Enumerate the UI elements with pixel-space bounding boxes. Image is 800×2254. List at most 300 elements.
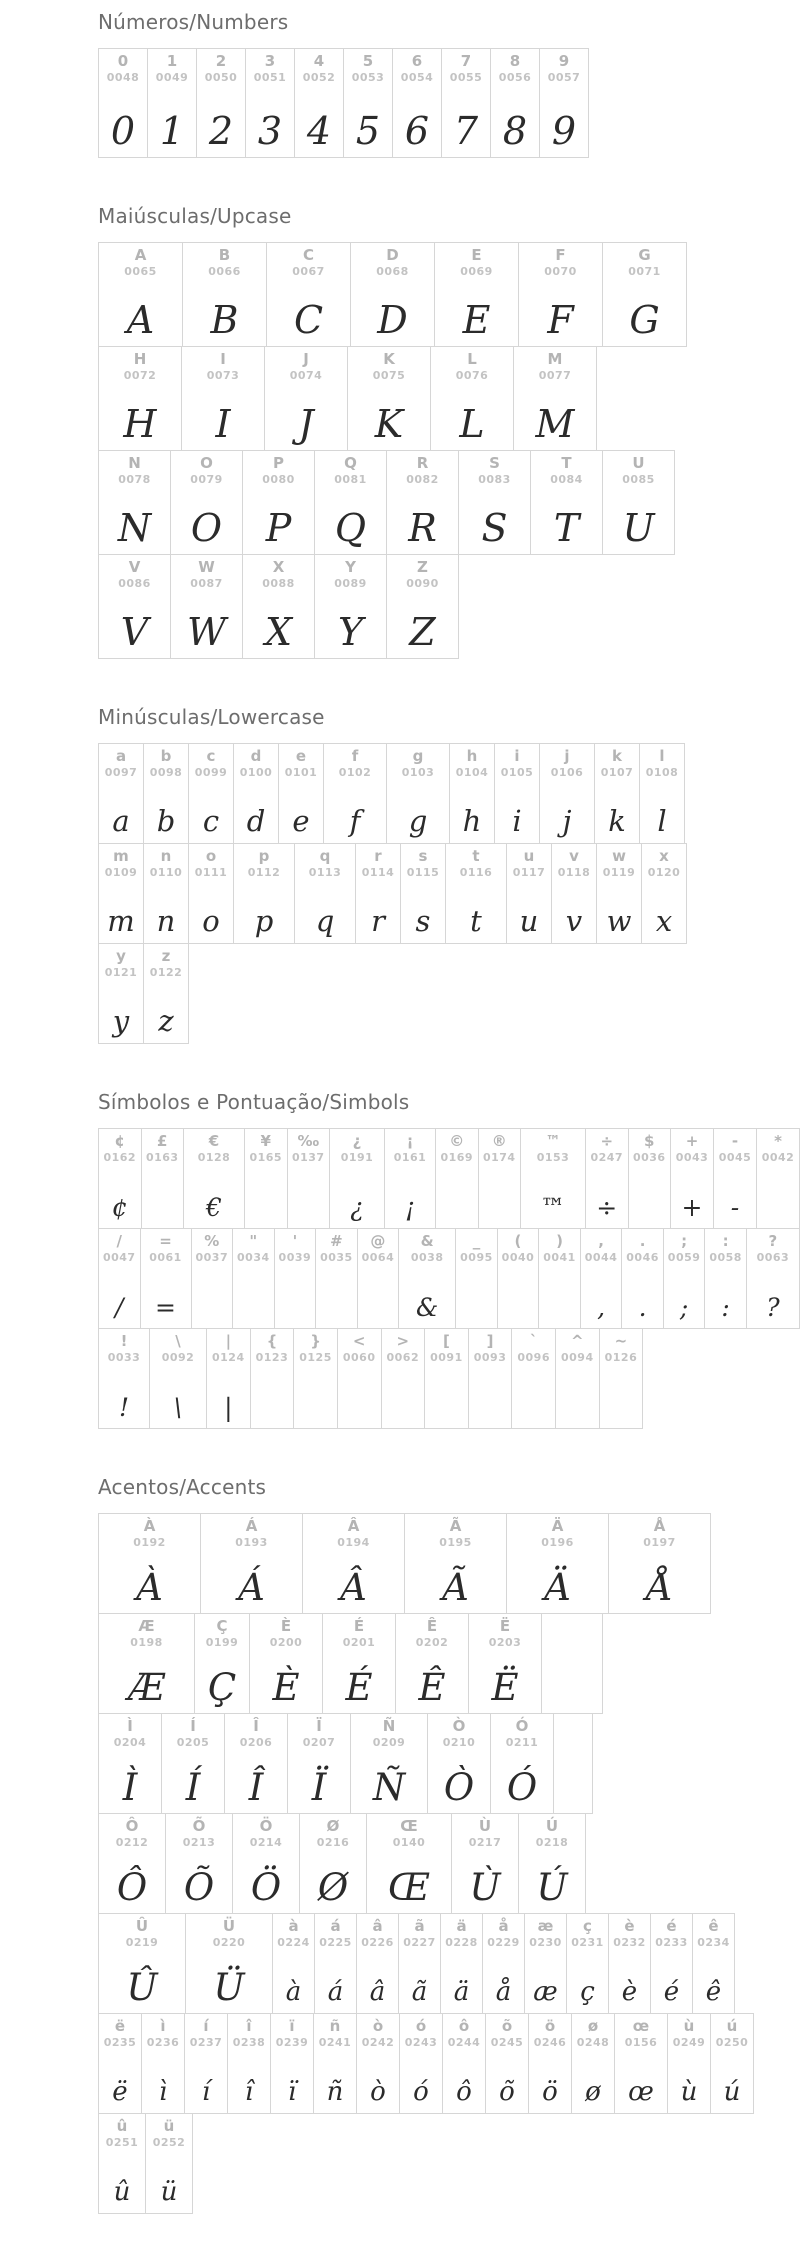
glyph-unicode-code: 0203	[488, 1635, 522, 1649]
glyph-char-label: É	[353, 1617, 365, 1635]
glyph-cell	[244, 1128, 288, 1229]
glyph-rendering: o	[202, 903, 220, 938]
glyph-row	[98, 1913, 800, 2014]
glyph-char-label: ø	[587, 2017, 599, 2035]
glyph-cell-header	[248, 849, 281, 878]
glyph-unicode-code: 0106	[550, 765, 584, 779]
glyph-unicode-code: 0246	[533, 2035, 567, 2049]
glyph-unicode-code: 0249	[672, 2035, 706, 2049]
glyph-cell	[145, 2113, 193, 2214]
glyph-rendering: Õ	[183, 1865, 215, 1909]
glyph-cell	[639, 743, 685, 844]
glyph-unicode-code: 0140	[392, 1835, 426, 1849]
glyph-unicode-code: 0063	[756, 1250, 790, 1264]
glyph-char-label: h	[466, 747, 478, 765]
glyph-cell	[232, 1813, 300, 1914]
glyph-cell	[399, 2013, 443, 2114]
glyph-unicode-code: 0047	[102, 1250, 136, 1264]
glyph-char-label: D	[386, 246, 399, 264]
glyph-cell	[518, 242, 603, 347]
glyph-cell-header	[114, 1719, 147, 1748]
glyph-unicode-code: 0123	[255, 1350, 289, 1364]
glyph-cell	[196, 48, 246, 158]
glyph-cell-header	[445, 1919, 478, 1948]
glyph-cell	[272, 1913, 315, 2014]
glyph-unicode-code: 0216	[316, 1835, 350, 1849]
glyph-char-label: Ä	[551, 1517, 564, 1535]
glyph-cell	[424, 1328, 469, 1429]
glyph-unicode-code: 0071	[628, 264, 661, 278]
glyph-char-label: *	[774, 1132, 782, 1150]
glyph-cell	[530, 450, 603, 555]
glyph-unicode-code: 0059	[667, 1250, 701, 1264]
glyph-rendering: Q	[334, 505, 367, 550]
glyph-rendering: û	[113, 2176, 131, 2207]
glyph-rendering: l	[657, 803, 667, 838]
glyph-char-label: `	[529, 1332, 538, 1350]
glyph-unicode-code: 0043	[675, 1150, 709, 1164]
glyph-cell	[249, 1613, 323, 1714]
glyph-char-label: ;	[681, 1232, 688, 1250]
glyph-char-label: '	[292, 1232, 298, 1250]
glyph-cell-header	[177, 1719, 210, 1748]
glyph-cell-header	[103, 1134, 136, 1163]
glyph-cell-header	[195, 1234, 228, 1263]
glyph-cell	[294, 843, 356, 944]
glyph-unicode-code: 0109	[104, 865, 138, 879]
glyph-char-label: Ë	[499, 1617, 511, 1635]
glyph-char-label: Õ	[192, 1817, 206, 1835]
glyph-cell	[242, 554, 315, 659]
glyph-unicode-code: 0077	[538, 368, 572, 382]
glyph-cell	[538, 1228, 581, 1329]
glyph-unicode-code: 0045	[718, 1150, 752, 1164]
glyph-char-label: Z	[417, 558, 428, 576]
glyph-cell	[746, 1228, 800, 1329]
glyph-cell	[98, 1813, 166, 1914]
glyph-cell	[314, 554, 387, 659]
glyph-unicode-code: 0100	[239, 765, 273, 779]
glyph-char-label: >	[396, 1332, 410, 1350]
glyph-cell-header	[206, 1619, 239, 1648]
glyph-cell-header	[628, 248, 661, 277]
glyph-char-label: Î	[253, 1717, 259, 1735]
glyph-unicode-code: 0217	[468, 1835, 502, 1849]
glyph-cell-header	[716, 2019, 749, 2048]
glyph-unicode-code: 0224	[277, 1935, 310, 1949]
glyph-unicode-code: 0046	[626, 1250, 659, 1264]
glyph-unicode-code: 0075	[372, 368, 406, 382]
glyph-char-label: z	[161, 947, 171, 965]
glyph-rendering: ë	[112, 2076, 128, 2107]
glyph-char-label: v	[569, 847, 579, 865]
glyph-unicode-code: 0044	[584, 1250, 618, 1264]
glyph-cell	[185, 1913, 273, 2014]
glyph-cell	[386, 743, 450, 844]
glyph-unicode-code: 0229	[487, 1935, 520, 1949]
glyph-rendering: i	[512, 803, 522, 838]
glyph-rendering: 7	[453, 108, 479, 153]
glyph-rendering: ì	[158, 2076, 168, 2107]
glyph-cell-header	[130, 1619, 163, 1648]
glyph-unicode-code: 0053	[351, 70, 385, 84]
glyph-char-label: ¿	[352, 1132, 362, 1150]
glyph-unicode-code: 0210	[442, 1735, 476, 1749]
glyph-char-label: á	[330, 1917, 341, 1935]
glyph-rendering: a	[112, 803, 130, 838]
glyph-rendering: õ	[499, 2076, 515, 2107]
glyph-cell-header	[622, 456, 655, 485]
glyph-rendering: Á	[238, 1565, 265, 1609]
glyph-cell	[98, 2013, 142, 2114]
glyph-row	[98, 1228, 800, 1329]
glyph-cell-header	[107, 54, 140, 83]
glyph-cell	[347, 346, 431, 451]
glyph-char-label: K	[383, 350, 395, 368]
section-uppercase	[98, 204, 800, 659]
glyph-unicode-code: 0034	[237, 1250, 270, 1264]
glyph-unicode-code: 0084	[550, 472, 583, 486]
glyph-char-label: !	[120, 1332, 128, 1350]
glyph-rendering: â	[369, 1976, 386, 2007]
glyph-cell-header	[601, 749, 634, 778]
glyph-unicode-code: 0115	[406, 865, 440, 879]
glyph-char-label: ®	[491, 1132, 507, 1150]
glyph-char-label: #	[330, 1232, 343, 1250]
glyph-cell-header	[343, 1334, 376, 1363]
glyph-cell	[366, 1813, 452, 1914]
glyph-unicode-code: 0153	[536, 1150, 570, 1164]
glyph-unicode-code: 0087	[190, 576, 223, 590]
glyph-cell	[294, 48, 344, 158]
glyph-unicode-code: 0040	[501, 1250, 535, 1264]
glyph-char-label: )	[556, 1232, 563, 1250]
glyph-char-label: {	[266, 1332, 278, 1350]
glyph-cell	[233, 743, 279, 844]
glyph-cell	[602, 450, 675, 555]
glyph-unicode-code: 0067	[292, 264, 325, 278]
glyph-rendering: 1	[159, 108, 185, 153]
glyph-cell-header	[105, 949, 138, 978]
glyph-cell-header	[376, 248, 409, 277]
glyph-cell	[278, 743, 324, 844]
glyph-cell-header	[506, 1719, 539, 1748]
section-numbers	[98, 10, 800, 158]
glyph-cell	[458, 450, 531, 555]
glyph-cell-header	[709, 1234, 742, 1263]
glyph-row	[98, 346, 800, 451]
glyph-rendering: È	[272, 1665, 300, 1709]
glyph-rendering: M	[535, 401, 575, 446]
glyph-unicode-code: 0124	[212, 1350, 245, 1364]
glyph-char-label: ú	[726, 2017, 738, 2035]
glyph-cell-header	[190, 2019, 223, 2048]
glyph-char-label: õ	[501, 2017, 513, 2035]
glyph-char-label: ã	[414, 1917, 425, 1935]
glyph-rendering: ó	[413, 2076, 429, 2107]
glyph-cell	[143, 743, 189, 844]
glyph-cell-header	[205, 54, 238, 83]
glyph-cell-header	[603, 849, 636, 878]
glyph-unicode-code: 0120	[647, 865, 681, 879]
glyph-rendering: +	[681, 1192, 703, 1222]
glyph-unicode-code: 0037	[195, 1250, 229, 1264]
section-lowercase	[98, 705, 800, 1044]
glyph-cell	[264, 346, 348, 451]
glyph-rendering: 5	[355, 108, 381, 153]
glyph-unicode-code: 0041	[543, 1250, 576, 1264]
glyph-char-label: J	[303, 350, 309, 368]
glyph-unicode-code: 0090	[406, 576, 439, 590]
glyph-rendering: á	[327, 1976, 344, 2007]
glyph-unicode-code: 0235	[103, 2035, 137, 2049]
glyph-cell-header	[150, 849, 183, 878]
glyph-char-label: /	[116, 1232, 122, 1250]
glyph-cell	[427, 1713, 491, 1814]
glyph-cell-header	[361, 1919, 394, 1948]
glyph-cell-header	[633, 1134, 666, 1163]
glyph-cell-header	[590, 1134, 623, 1163]
glyph-cell-header	[393, 1819, 426, 1848]
glyph-cell	[710, 2013, 754, 2114]
glyph-unicode-code: 0082	[406, 472, 439, 486]
glyph-unicode-code: 0191	[340, 1150, 374, 1164]
glyph-cell	[98, 1128, 142, 1229]
glyph-cell	[322, 1613, 396, 1714]
glyph-cell	[98, 1328, 150, 1429]
glyph-cell	[227, 2013, 271, 2114]
glyph-rendering: Ç	[207, 1665, 237, 1709]
glyph-unicode-code: 0202	[415, 1635, 449, 1649]
glyph-cell-header	[292, 248, 325, 277]
glyph-unicode-code: 0205	[176, 1735, 210, 1749]
glyph-rendering: s	[415, 903, 431, 938]
glyph-cell-header	[118, 560, 151, 589]
glyph-cell	[594, 743, 640, 844]
glyph-cell-header	[362, 1234, 395, 1263]
glyph-cell	[386, 450, 459, 555]
glyph-char-label: P	[273, 454, 284, 472]
glyph-char-label: î	[246, 2017, 252, 2035]
glyph-cell-header	[190, 560, 223, 589]
glyph-table-lowercase	[98, 743, 800, 1044]
glyph-rendering: K	[374, 401, 404, 446]
glyph-cell-header	[456, 352, 489, 381]
section-title-symbols: Símbolos e Pontuação/Simbols	[98, 1090, 410, 1114]
glyph-char-label: Ó	[515, 1717, 529, 1735]
glyph-unicode-code: 0225	[319, 1935, 352, 1949]
glyph-char-label: Y	[345, 558, 356, 576]
glyph-cell	[98, 743, 144, 844]
glyph-rendering: ø	[585, 2076, 601, 2107]
glyph-char-label: Ì	[127, 1717, 133, 1735]
glyph-cell	[670, 1128, 714, 1229]
glyph-cell	[468, 1328, 513, 1429]
glyph-unicode-code: 0201	[342, 1635, 376, 1649]
glyph-char-label: Ö	[259, 1817, 273, 1835]
glyph-rendering: Ö	[250, 1865, 282, 1909]
glyph-char-label: 2	[215, 52, 227, 70]
glyph-unicode-code: 0050	[204, 70, 238, 84]
glyph-cell	[183, 1128, 245, 1229]
glyph-rendering: Í	[185, 1765, 201, 1809]
glyph-cell	[143, 843, 189, 944]
glyph-unicode-code: 0105	[500, 765, 534, 779]
glyph-char-label: e	[295, 747, 307, 765]
glyph-cell	[98, 242, 183, 347]
glyph-char-label: Ú	[545, 1817, 559, 1835]
glyph-cell	[266, 242, 351, 347]
glyph-rendering: à	[285, 1976, 302, 2007]
glyph-unicode-code: 0088	[262, 576, 295, 590]
glyph-unicode-code: 0096	[517, 1350, 550, 1364]
glyph-cell	[206, 1328, 251, 1429]
glyph-cell	[490, 1713, 554, 1814]
glyph-cell-header	[279, 1234, 312, 1263]
glyph-row	[98, 1613, 800, 1714]
glyph-unicode-code: 0233	[655, 1935, 688, 1949]
glyph-char-label: U	[632, 454, 645, 472]
glyph-char-label: å	[498, 1917, 509, 1935]
glyph-cell-header	[543, 1234, 576, 1263]
glyph-cell	[270, 2013, 314, 2114]
glyph-cell-header	[697, 1919, 730, 1948]
glyph-unicode-code: 0108	[645, 765, 679, 779]
glyph-cell	[350, 242, 435, 347]
glyph-cell-header	[762, 1134, 795, 1163]
glyph-char-label: ©	[449, 1132, 465, 1150]
glyph-char-label: I	[220, 350, 226, 368]
glyph-char-label: M	[547, 350, 563, 368]
glyph-cell-header	[489, 1619, 522, 1648]
glyph-cell	[386, 554, 459, 659]
glyph-rendering: Ï	[311, 1765, 327, 1809]
glyph-char-label: W	[198, 558, 215, 576]
glyph-char-label: 6	[411, 52, 423, 70]
glyph-cell	[314, 1913, 357, 2014]
section-title-lowercase: Minúsculas/Lowercase	[98, 705, 325, 729]
glyph-cell-header	[643, 1519, 676, 1548]
glyph-rendering: ï	[287, 2076, 297, 2107]
glyph-char-label: %	[204, 1232, 220, 1250]
glyph-char-label: _	[472, 1232, 481, 1250]
glyph-cell-header	[153, 2119, 186, 2148]
glyph-unicode-code: 0197	[643, 1535, 676, 1549]
glyph-cell-header	[343, 1619, 376, 1648]
glyph-cell-header	[126, 1919, 159, 1948]
glyph-unicode-code: 0076	[455, 368, 489, 382]
glyph-cell	[398, 1913, 441, 2014]
glyph-char-label: ò	[372, 2017, 384, 2035]
glyph-unicode-code: 0161	[393, 1150, 427, 1164]
glyph-cell-header	[668, 1234, 701, 1263]
glyph-char-label: c	[206, 747, 216, 765]
section-symbols	[98, 1090, 800, 1429]
glyph-char-label: ,	[598, 1232, 604, 1250]
glyph-rendering: Ã	[442, 1565, 469, 1609]
glyph-cell	[381, 1328, 426, 1429]
glyph-cell	[302, 1513, 405, 1614]
glyph-char-label: ç	[583, 1917, 592, 1935]
glyph-cell-header	[439, 1519, 472, 1548]
glyph-cell-header	[276, 2019, 309, 2048]
glyph-cell	[608, 1513, 711, 1614]
glyph-char-label: ™	[545, 1132, 561, 1150]
glyph-cell-header	[373, 1719, 406, 1748]
glyph-unicode-code: 0110	[149, 865, 183, 879]
glyph-unicode-code: 0054	[400, 70, 434, 84]
glyph-rendering: ?	[766, 1292, 780, 1322]
glyph-rendering: Ì	[122, 1765, 138, 1809]
glyph-cell-header	[406, 456, 439, 485]
glyph-char-label: m	[113, 847, 129, 865]
glyph-char-label: +	[685, 1132, 699, 1150]
glyph-cell-header	[303, 1719, 336, 1748]
glyph-cell-header	[262, 560, 295, 589]
glyph-cell-header	[317, 1819, 350, 1848]
glyph-unicode-code: 0237	[189, 2035, 223, 2049]
glyph-char-label: Ò	[452, 1717, 466, 1735]
glyph-rendering: |	[224, 1392, 233, 1422]
glyph-cell-header	[319, 2019, 352, 2048]
glyph-unicode-code: 0213	[182, 1835, 216, 1849]
glyph-cell-header	[757, 1234, 790, 1263]
glyph-cell-header	[118, 456, 151, 485]
glyph-cell	[455, 1228, 498, 1329]
glyph-cell	[478, 1128, 522, 1229]
glyph-unicode-code: 0103	[401, 765, 435, 779]
glyph-cell-header	[207, 352, 240, 381]
glyph-char-label: £	[157, 1132, 168, 1150]
glyph-cell-header	[334, 560, 367, 589]
glyph-cell	[608, 1913, 651, 2014]
glyph-unicode-code: 0198	[130, 1635, 163, 1649]
glyph-rendering: Æ	[127, 1665, 166, 1709]
glyph-cell	[539, 743, 595, 844]
glyph-unicode-code: 0036	[632, 1150, 666, 1164]
glyph-cell-header	[362, 849, 395, 878]
glyph-char-label: ¡	[406, 1132, 414, 1150]
glyph-unicode-code: 0156	[624, 2035, 658, 2049]
glyph-cell-header	[150, 949, 183, 978]
glyph-char-label: Ã	[449, 1517, 462, 1535]
glyph-rendering: D	[377, 297, 408, 342]
glyph-cell	[449, 743, 495, 844]
glyph-cell	[614, 2013, 668, 2114]
glyph-cell	[98, 554, 171, 659]
glyph-cell-header	[352, 54, 385, 83]
glyph-rendering: \	[173, 1392, 183, 1422]
glyph-char-label: 3	[264, 52, 276, 70]
glyph-unicode-code: 0113	[308, 865, 342, 879]
glyph-rendering: k	[608, 803, 626, 838]
glyph-row	[98, 743, 800, 844]
glyph-rendering: .	[638, 1292, 647, 1322]
glyph-unicode-code: 0111	[194, 865, 228, 879]
glyph-rendering: U	[622, 505, 655, 550]
glyph-rendering: ,	[597, 1292, 606, 1322]
glyph-char-label: p	[258, 847, 270, 865]
glyph-unicode-code: 0125	[299, 1350, 332, 1364]
glyph-char-label: é	[666, 1917, 677, 1935]
glyph-unicode-code: 0196	[541, 1535, 574, 1549]
glyph-cell-header	[147, 2019, 180, 2048]
glyph-rendering: P	[265, 505, 292, 550]
glyph-rendering: æ	[533, 1976, 558, 2007]
glyph-char-label: q	[319, 847, 331, 865]
glyph-unicode-code: 0128	[197, 1150, 231, 1164]
glyph-rendering: 4	[306, 108, 332, 153]
